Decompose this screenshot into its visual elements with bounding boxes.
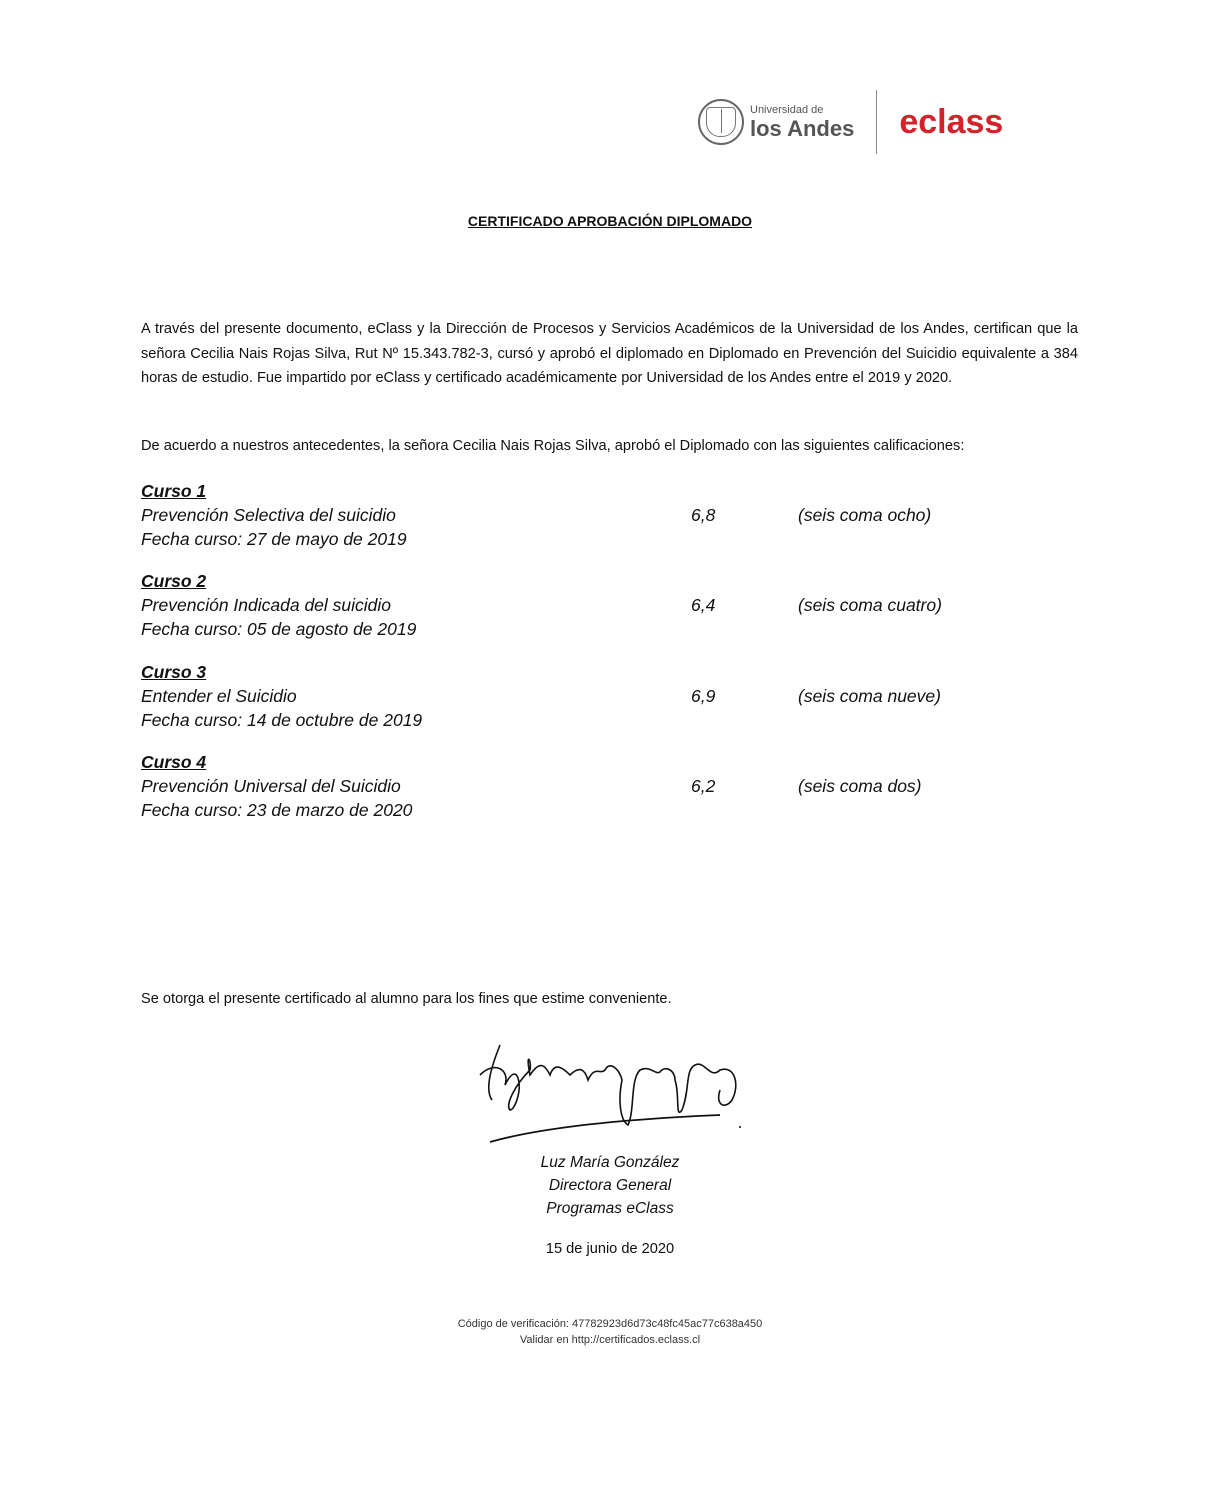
course-name: Prevención Indicada del suicidio bbox=[141, 595, 392, 616]
closing-statement: Se otorga el presente certificado al alumno para los fines que estime conveniente. bbox=[141, 991, 672, 1007]
intro-paragraph: A través del presente documento, eClass y la Dirección de Procesos y Servicios Académicos de la Universidad de los Andes, certifican que la señora Cecilia Nais Rojas Silva, Rut Nº 15.343.782-3, cursó y aprobó el diplomado en Diplomado en Prevención del Suicidio equivalente a 384 horas de estudio. Fue impartido por eClass y certificado académicamente por Universidad de los Andes entre el 2019 y 2020. bbox=[141, 321, 1078, 386]
verification-footer bbox=[0, 1316, 1220, 1348]
course-grade-words: (seis coma nueve) bbox=[798, 686, 941, 707]
university-logo bbox=[750, 105, 854, 140]
course-block bbox=[141, 569, 1041, 642]
course-heading: Curso 4 bbox=[141, 752, 207, 772]
course-heading: Curso 1 bbox=[141, 481, 207, 501]
signer-block bbox=[460, 1151, 760, 1220]
signature-image bbox=[470, 1030, 760, 1150]
verification-code: Código de verificación: 47782923d6d73c48fc45ac77c638a450 bbox=[457, 1318, 763, 1330]
header-logos bbox=[698, 88, 1003, 156]
university-seal-icon bbox=[698, 99, 744, 145]
course-grade: 6,9 bbox=[691, 686, 716, 707]
course-name: Prevención Selectiva del suicidio bbox=[141, 505, 396, 526]
course-name: Entender el Suicidio bbox=[141, 686, 297, 707]
issue-date: 15 de junio de 2020 bbox=[545, 1241, 675, 1257]
eclass-logo: eclass bbox=[899, 102, 1004, 141]
course-grade-words: (seis coma ocho) bbox=[798, 505, 932, 526]
course-date: Fecha curso: 23 de marzo de 2020 bbox=[141, 800, 413, 821]
course-block bbox=[141, 660, 1041, 733]
course-block bbox=[141, 479, 1041, 552]
logo-divider bbox=[876, 90, 877, 154]
course-date: Fecha curso: 14 de octubre de 2019 bbox=[141, 710, 423, 731]
course-grade-words: (seis coma dos) bbox=[798, 776, 922, 797]
verification-link[interactable]: Validar en http://certificados.eclass.cl bbox=[519, 1334, 701, 1346]
signer-role: Directora General bbox=[548, 1177, 672, 1194]
grades-intro: De acuerdo a nuestros antecedentes, la señora Cecilia Nais Rojas Silva, aprobó el Diplomado con las siguientes calificaciones: bbox=[141, 438, 965, 454]
signer-name: Luz María González bbox=[540, 1154, 680, 1171]
document-title: CERTIFICADO APROBACIÓN DIPLOMADO bbox=[467, 213, 753, 229]
course-date: Fecha curso: 05 de agosto de 2019 bbox=[141, 619, 417, 640]
course-grade: 6,8 bbox=[691, 505, 716, 526]
course-block bbox=[141, 750, 1041, 823]
course-date: Fecha curso: 27 de mayo de 2019 bbox=[141, 529, 407, 550]
university-line2: los Andes bbox=[750, 115, 855, 141]
course-grade: 6,4 bbox=[691, 595, 716, 616]
course-heading: Curso 3 bbox=[141, 662, 207, 682]
course-name: Prevención Universal del Suicidio bbox=[141, 776, 401, 797]
university-line1: Universidad de bbox=[750, 103, 824, 116]
course-grade: 6,2 bbox=[691, 776, 716, 797]
course-grade-words: (seis coma cuatro) bbox=[798, 595, 942, 616]
course-heading: Curso 2 bbox=[141, 571, 207, 591]
signer-org: Programas eClass bbox=[546, 1200, 674, 1217]
